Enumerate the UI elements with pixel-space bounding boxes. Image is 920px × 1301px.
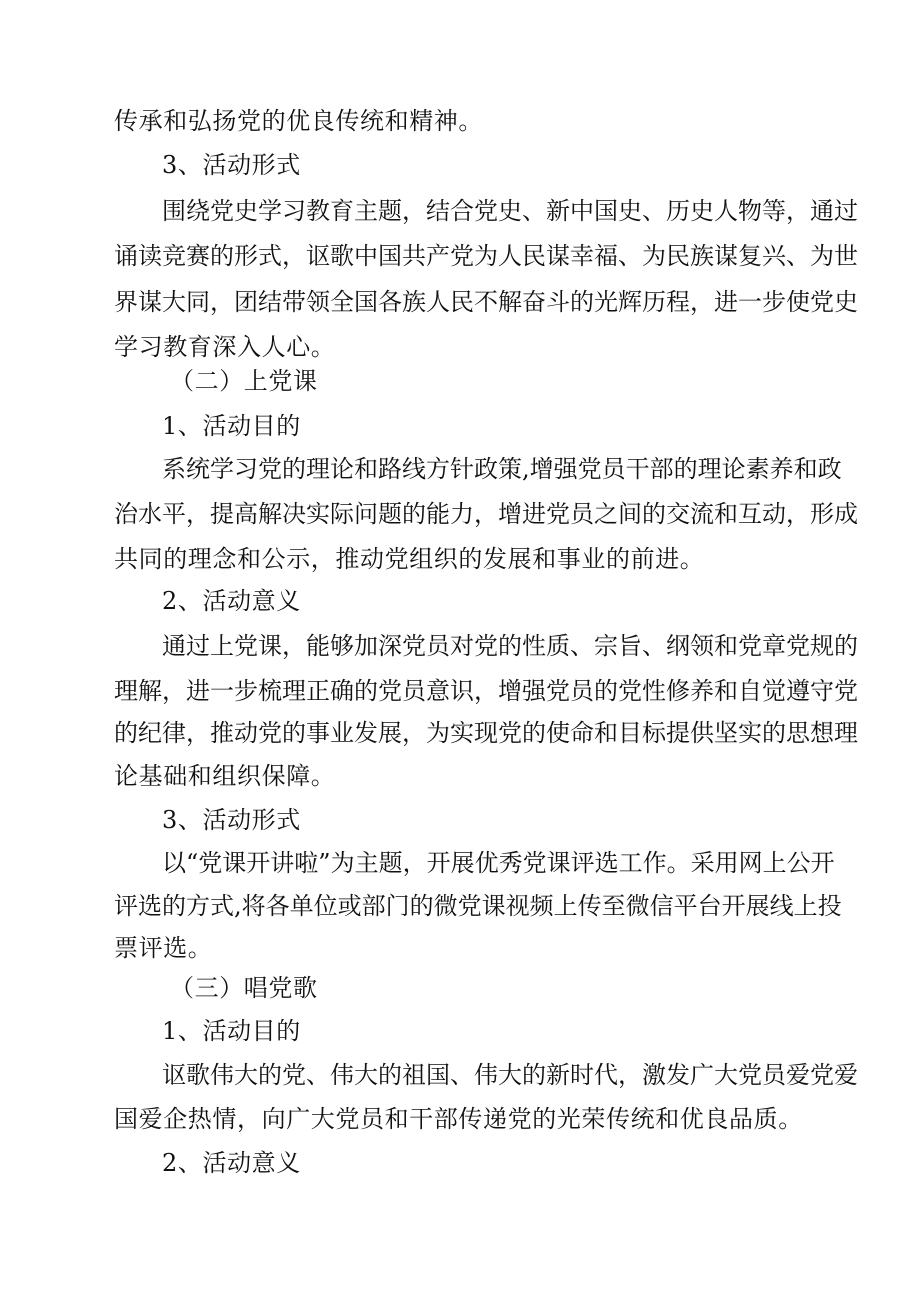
body-line: 界 谋 大 同 ， 团 结 带 领 全 国 各 族 人 民 不 解 奋 斗 的 光 辉 历 程 ， 进 一 步 使 党 史: [114, 288, 858, 316]
body-line: 评 选 的 方 式 , 将 各 单 位 或 部 门 的 微 党 课 视 频 上 传 至 微 信 平 台 开 展 线 上 投: [114, 892, 842, 920]
subsection-title: （三）唱党歌: [170, 974, 318, 1002]
section-heading: 1、活动目的: [162, 412, 301, 440]
section-heading: 2、活动意义: [162, 1149, 301, 1177]
body-line: 传承和弘扬党的优良传统和精神。: [114, 107, 483, 135]
body-line: 治 水 平 ， 提 高 解 决 实 际 问 题 的 能 力 ， 增 进 党 员 之 间 的 交 流 和 互 动 ， 形 成: [114, 500, 858, 528]
body-line: 理 解 ， 进 一 步 梳 理 正 确 的 党 员 意 识 ， 增 强 党 员 的 党 性 修 养 和 自 觉 遵 守 党: [114, 677, 858, 705]
body-line: 围 绕 党 史 学 习 教 育 主 题 ， 结 合 党 史 、 新 中 国 史 、 历 史 人 物 等 ， 通 过: [162, 197, 858, 225]
section-heading: 3、活动形式: [162, 806, 301, 834]
body-line: 国爱企热情，向广大党员和干部传递党的光荣传统和优良品质。: [114, 1105, 803, 1133]
body-line: 讴 歌 伟 大 的 党 、 伟 大 的 祖 国 、 伟 大 的 新 时 代 ， 激 发 广 大 党 员 爱 党 爱: [162, 1061, 858, 1089]
body-line: 学习教育深入人心。: [114, 333, 336, 361]
body-line: 通 过 上 党 课 ， 能 够 加 深 党 员 对 党 的 性 质 、 宗 旨 、 纲 领 和 党 章 党 规 的: [162, 632, 858, 660]
body-line: 系 统 学 习 党 的 理 论 和 路 线 方 针 政 策 , 增 强 党 员 干 部 的 理 论 素 养 和 政: [162, 455, 842, 483]
body-line: 诵 读 竞 赛 的 形 式 ， 讴 歌 中 国 共 产 党 为 人 民 谋 幸 福 、 为 民 族 谋 复 兴 、 为 世: [114, 242, 858, 270]
body-line: 票评选。: [114, 934, 213, 962]
body-line: 论基础和组织保障。: [114, 762, 336, 790]
section-heading: 2、活动意义: [162, 587, 301, 615]
body-line: 以 “ 党 课 开 讲 啦 ” 为 主 题 ， 开 展 优 秀 党 课 评 选 工 作 。 采 用 网 上 公 开: [162, 849, 835, 877]
body-line: 共同的理念和公示，推动党组织的发展和事业的前进。: [114, 545, 705, 573]
body-line: 的 纪 律 ， 推 动 党 的 事 业 发 展 ， 为 实 现 党 的 使 命 和 目 标 提 供 坚 实 的 思 想 理: [114, 719, 858, 747]
section-heading: 3、活动形式: [162, 151, 301, 179]
section-heading: 1、活动目的: [162, 1017, 301, 1045]
subsection-title: （二）上党课: [170, 367, 318, 395]
